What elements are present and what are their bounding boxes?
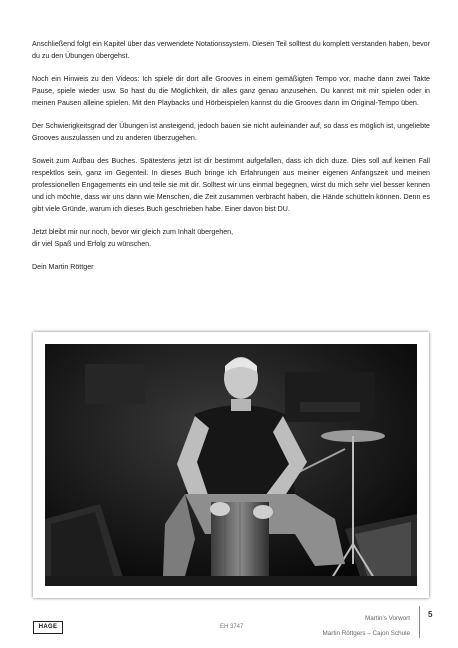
- book-title: Martin Röttgers – Cajon Schule: [322, 630, 410, 637]
- paragraph-notation: Anschließend folgt ein Kapitel über das verwendete Notationssystem. Diesen Teil solltest du komplett verstanden haben, bevor du zu den Übungen übergehst.: [32, 40, 430, 60]
- closing-line-2: dir viel Spaß und Erfolg zu wünschen.: [32, 240, 152, 248]
- edition-code: EH 3747: [220, 624, 244, 630]
- footer-divider: [419, 606, 420, 638]
- chapter-title: Martin's Vorwort: [365, 615, 410, 622]
- paragraph-structure: Soweit zum Aufbau des Buches. Spätestens jetzt ist dir bestimmt aufgefallen, dass ich dich duze. Dies soll auf keinen Fall respektlos sein, ganz im Gegenteil. In dieses Buch bringe ich Erfahrungen aus meiner eigenen Anfangszeit und meinen professionellen Engagements ein und teile sie mit dir. Solltest wir uns einmal begegnen, wirst du mich sehr viel besser kennen und ich möchte, dass wir uns dann wie Menschen, die Zeit zusammen verbracht haben, die Hände schütteln können. Denn es gibt viele Gründe, warum ich dieses Buch geschrieben habe. Einer davon bist DU.: [32, 157, 430, 213]
- paragraph-videos: Noch ein Hinweis zu den Videos: Ich spiele dir dort alle Grooves in einem gemäßigten Tempo vor, mache dann zwei Takte Pause, spiele wieder usw. So hast du die Möglichkeit, dir alles ganz genau anzusehen. Du kannst mit mir spielen oder in meinen Pausen alleine spielen. Mit den Playbacks und Hörbeispielen kannst du die Grooves dann im Original-Tempo üben.: [32, 75, 430, 107]
- photo-frame: [33, 332, 429, 598]
- cajon-player-photo: [45, 344, 417, 586]
- photo-illustration: [45, 344, 417, 586]
- closing-paragraph: [32, 226, 430, 250]
- closing-line-1: Jetzt bleibt mir nur noch, bevor wir gleich zum Inhalt übergehen,: [32, 228, 234, 236]
- page-number: 5: [428, 610, 433, 619]
- signature: Dein Martin Röttger: [32, 263, 94, 271]
- body-text: [32, 38, 430, 284]
- paragraph-difficulty: Der Schwierigkeitsgrad der Übungen ist ansteigend, jedoch bauen sie nicht aufeinander auf, so dass es möglich ist, ungeliebte Grooves auszulassen und zu anderen überzugehen.: [32, 122, 430, 142]
- running-footer: [323, 611, 411, 641]
- publisher-logo: HAGE: [33, 621, 63, 634]
